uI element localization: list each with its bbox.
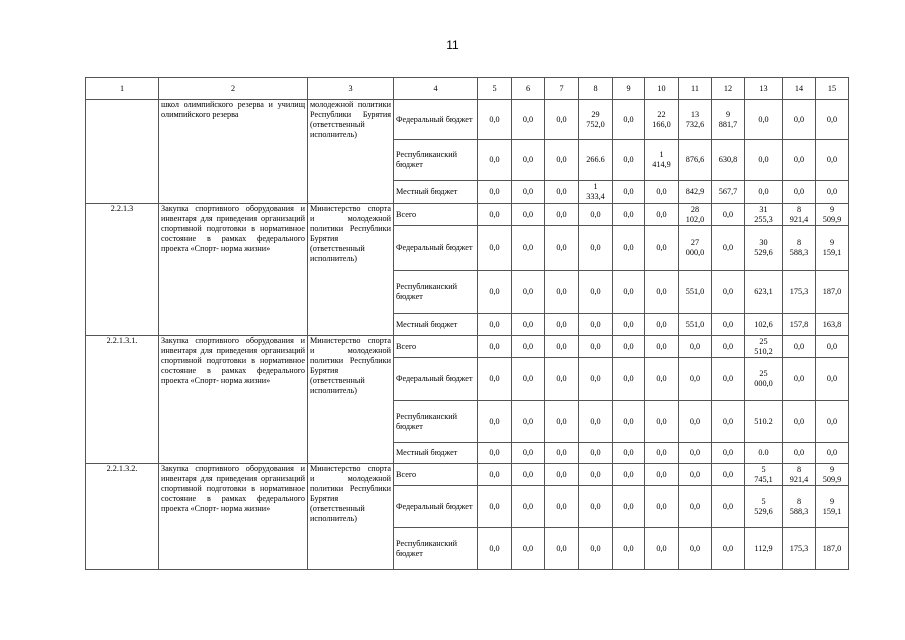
value-cell: 0,0 (512, 271, 545, 314)
value-cell: 0,0 (579, 486, 613, 528)
value-cell: 0,0 (712, 271, 745, 314)
value-cell: 31 255,3 (745, 204, 783, 226)
value-cell: 0,0 (645, 443, 679, 464)
header-cell: 14 (783, 78, 816, 100)
value-cell: 0,0 (645, 336, 679, 358)
value-cell: 27 000,0 (679, 226, 712, 271)
value-cell: 0,0 (712, 226, 745, 271)
value-cell: 0,0 (478, 528, 512, 570)
value-cell: 551,0 (679, 271, 712, 314)
item-code: 2.2.1.3.2. (86, 464, 159, 570)
value-cell: 0,0 (679, 528, 712, 570)
value-cell: 0,0 (645, 271, 679, 314)
value-cell: 0,0 (512, 181, 545, 204)
value-cell: 0,0 (545, 100, 579, 140)
value-cell: 0,0 (579, 464, 613, 486)
value-cell: 0,0 (712, 528, 745, 570)
value-cell: 25 510,2 (745, 336, 783, 358)
value-cell: 0,0 (613, 271, 645, 314)
value-cell: 0,0 (783, 358, 816, 401)
value-cell: 0,0 (545, 336, 579, 358)
value-cell: 0.0 (745, 443, 783, 464)
value-cell: 0,0 (512, 336, 545, 358)
value-cell: 0,0 (613, 528, 645, 570)
value-cell: 187,0 (816, 271, 849, 314)
value-cell: 0,0 (679, 358, 712, 401)
value-cell: 0,0 (712, 336, 745, 358)
header-cell: 5 (478, 78, 512, 100)
header-cell: 6 (512, 78, 545, 100)
value-cell: 0,0 (613, 181, 645, 204)
value-cell: 0,0 (783, 336, 816, 358)
table-row (86, 204, 849, 226)
value-cell: 0,0 (816, 401, 849, 443)
value-cell: 0,0 (579, 204, 613, 226)
value-cell: 0,0 (512, 358, 545, 401)
value-cell: 0,0 (478, 443, 512, 464)
value-cell: 0,0 (712, 204, 745, 226)
value-cell: 0,0 (783, 401, 816, 443)
header-cell: 8 (579, 78, 613, 100)
value-cell: 0,0 (679, 443, 712, 464)
value-cell: 0,0 (579, 443, 613, 464)
header-cell: 13 (745, 78, 783, 100)
header-cell: 12 (712, 78, 745, 100)
value-cell: 0,0 (579, 528, 613, 570)
value-cell: 0,0 (645, 464, 679, 486)
value-cell: 0,0 (545, 443, 579, 464)
value-cell: 0,0 (816, 100, 849, 140)
funding-source: Федеральный бюджет (394, 486, 478, 528)
value-cell: 0,0 (783, 443, 816, 464)
table-row (86, 100, 849, 140)
value-cell: 0,0 (816, 181, 849, 204)
header-cell: 15 (816, 78, 849, 100)
value-cell: 0,0 (512, 314, 545, 336)
table-row (86, 336, 849, 358)
value-cell: 28 102,0 (679, 204, 712, 226)
value-cell: 0,0 (579, 314, 613, 336)
value-cell: 0,0 (645, 226, 679, 271)
value-cell: 0,0 (478, 271, 512, 314)
value-cell: 0,0 (512, 528, 545, 570)
value-cell: 0,0 (545, 140, 579, 181)
funding-source: Местный бюджет (394, 443, 478, 464)
header-cell: 7 (545, 78, 579, 100)
value-cell: 0,0 (545, 358, 579, 401)
header-cell: 9 (613, 78, 645, 100)
table-row (86, 464, 849, 486)
value-cell: 0,0 (545, 486, 579, 528)
value-cell: 0,0 (613, 140, 645, 181)
item-executor: молодежной политики Республики Бурятия (ответственный исполнитель) (308, 100, 394, 204)
value-cell: 0,0 (545, 181, 579, 204)
value-cell: 0,0 (613, 464, 645, 486)
funding-source: Федеральный бюджет (394, 100, 478, 140)
value-cell: 0,0 (645, 314, 679, 336)
value-cell: 9 159,1 (816, 226, 849, 271)
value-cell: 13 732,6 (679, 100, 712, 140)
header-cell: 10 (645, 78, 679, 100)
value-cell: 0,0 (613, 336, 645, 358)
budget-table (85, 77, 849, 570)
funding-source: Местный бюджет (394, 181, 478, 204)
value-cell: 0,0 (478, 181, 512, 204)
value-cell: 0,0 (545, 314, 579, 336)
value-cell: 102,6 (745, 314, 783, 336)
page-number: 11 (446, 38, 459, 52)
header-cell: 11 (679, 78, 712, 100)
value-cell: 0,0 (645, 486, 679, 528)
value-cell: 0,0 (579, 271, 613, 314)
value-cell: 266.6 (579, 140, 613, 181)
item-executor: Министерство спорта и молодежной политики Республики Бурятия (ответственный исполнитель) (308, 336, 394, 464)
value-cell: 9 509,9 (816, 204, 849, 226)
value-cell: 0,0 (679, 464, 712, 486)
value-cell: 567,7 (712, 181, 745, 204)
value-cell: 0,0 (712, 401, 745, 443)
funding-source: Республиканский бюджет (394, 140, 478, 181)
value-cell: 0,0 (478, 314, 512, 336)
value-cell: 0,0 (745, 100, 783, 140)
value-cell: 0,0 (613, 204, 645, 226)
value-cell: 8 588,3 (783, 486, 816, 528)
item-name: Закупка спортивного оборудования и инвентаря для приведения организаций спортивной подготовки в нормативное состояние в рамках федерального проекта «Спорт- норма жизни» (159, 464, 308, 570)
value-cell: 0,0 (783, 100, 816, 140)
value-cell: 5 529,6 (745, 486, 783, 528)
value-cell: 0,0 (512, 226, 545, 271)
value-cell: 0,0 (645, 401, 679, 443)
value-cell: 0,0 (579, 358, 613, 401)
value-cell: 0,0 (478, 204, 512, 226)
value-cell: 0,0 (512, 204, 545, 226)
value-cell: 0,0 (783, 181, 816, 204)
header-cell: 3 (308, 78, 394, 100)
funding-source: Местный бюджет (394, 314, 478, 336)
value-cell: 0,0 (712, 464, 745, 486)
value-cell: 0,0 (712, 314, 745, 336)
header-cell: 1 (86, 78, 159, 100)
value-cell: 0,0 (679, 336, 712, 358)
value-cell: 0,0 (783, 140, 816, 181)
value-cell: 30 529,6 (745, 226, 783, 271)
header-row (86, 78, 849, 100)
header-cell: 4 (394, 78, 478, 100)
value-cell: 0,0 (645, 358, 679, 401)
funding-source: Федеральный бюджет (394, 226, 478, 271)
value-cell: 9 509,9 (816, 464, 849, 486)
value-cell: 510.2 (745, 401, 783, 443)
funding-source: Всего (394, 464, 478, 486)
value-cell: 0,0 (579, 336, 613, 358)
value-cell: 630,8 (712, 140, 745, 181)
value-cell: 0,0 (645, 528, 679, 570)
funding-source: Республиканский бюджет (394, 271, 478, 314)
value-cell: 0,0 (478, 401, 512, 443)
value-cell: 0,0 (679, 401, 712, 443)
value-cell: 1 333,4 (579, 181, 613, 204)
value-cell: 5 745,1 (745, 464, 783, 486)
item-code: 2.2.1.3.1. (86, 336, 159, 464)
item-code (86, 100, 159, 204)
value-cell: 0,0 (478, 358, 512, 401)
value-cell: 175,3 (783, 271, 816, 314)
value-cell: 0,0 (478, 464, 512, 486)
value-cell: 551,0 (679, 314, 712, 336)
value-cell: 0,0 (613, 486, 645, 528)
value-cell: 163,8 (816, 314, 849, 336)
value-cell: 0,0 (545, 464, 579, 486)
value-cell: 157,8 (783, 314, 816, 336)
value-cell: 112,9 (745, 528, 783, 570)
value-cell: 0,0 (478, 336, 512, 358)
value-cell: 0,0 (645, 204, 679, 226)
item-code: 2.2.1.3 (86, 204, 159, 336)
value-cell: 0,0 (512, 486, 545, 528)
value-cell: 0,0 (679, 486, 712, 528)
value-cell: 0,0 (613, 314, 645, 336)
value-cell: 0,0 (545, 226, 579, 271)
value-cell: 0,0 (512, 443, 545, 464)
value-cell: 0,0 (613, 358, 645, 401)
value-cell: 0,0 (478, 100, 512, 140)
value-cell: 0,0 (512, 140, 545, 181)
value-cell: 0,0 (579, 401, 613, 443)
value-cell: 0,0 (613, 401, 645, 443)
value-cell: 187,0 (816, 528, 849, 570)
value-cell: 623,1 (745, 271, 783, 314)
value-cell: 0,0 (613, 226, 645, 271)
funding-source: Республиканский бюджет (394, 401, 478, 443)
value-cell: 876,6 (679, 140, 712, 181)
value-cell: 8 921,4 (783, 464, 816, 486)
item-executor: Министерство спорта и молодежной политики Республики Бурятия (ответственный исполнитель) (308, 204, 394, 336)
value-cell: 9 159,1 (816, 486, 849, 528)
value-cell: 0,0 (545, 401, 579, 443)
item-executor: Министерство спорта и молодежной политики Республики Бурятия (ответственный исполнитель) (308, 464, 394, 570)
header-cell: 2 (159, 78, 308, 100)
value-cell: 0,0 (816, 140, 849, 181)
value-cell: 0,0 (816, 336, 849, 358)
value-cell: 0,0 (613, 443, 645, 464)
funding-source: Федеральный бюджет (394, 358, 478, 401)
value-cell: 0,0 (613, 100, 645, 140)
value-cell: 0,0 (545, 528, 579, 570)
value-cell: 1 414,9 (645, 140, 679, 181)
value-cell: 0,0 (512, 464, 545, 486)
value-cell: 25 000,0 (745, 358, 783, 401)
value-cell: 0,0 (545, 204, 579, 226)
funding-source: Республиканский бюджет (394, 528, 478, 570)
value-cell: 22 166,0 (645, 100, 679, 140)
value-cell: 175,3 (783, 528, 816, 570)
value-cell: 8 588,3 (783, 226, 816, 271)
value-cell: 0,0 (712, 486, 745, 528)
value-cell: 9 881,7 (712, 100, 745, 140)
value-cell: 0,0 (478, 226, 512, 271)
value-cell: 0,0 (745, 181, 783, 204)
value-cell: 0,0 (579, 226, 613, 271)
value-cell: 0,0 (512, 100, 545, 140)
value-cell: 0,0 (712, 358, 745, 401)
item-name: Закупка спортивного оборудования и инвентаря для приведения организаций спортивной подготовки в нормативное состояние в рамках федерального проекта «Спорт- норма жизни» (159, 336, 308, 464)
value-cell: 842,9 (679, 181, 712, 204)
value-cell: 0,0 (545, 271, 579, 314)
value-cell: 29 752,0 (579, 100, 613, 140)
value-cell: 0,0 (478, 486, 512, 528)
value-cell: 8 921,4 (783, 204, 816, 226)
value-cell: 0,0 (816, 443, 849, 464)
funding-source: Всего (394, 336, 478, 358)
funding-source: Всего (394, 204, 478, 226)
value-cell: 0,0 (712, 443, 745, 464)
item-name: школ олимпийского резерва и училищ олимпийского резерва (159, 100, 308, 204)
value-cell: 0,0 (478, 140, 512, 181)
value-cell: 0,0 (816, 358, 849, 401)
value-cell: 0,0 (745, 140, 783, 181)
value-cell: 0,0 (645, 181, 679, 204)
item-name: Закупка спортивного оборудования и инвентаря для приведения организаций спортивной подготовки в нормативное состояние в рамках федерального проекта «Спорт- норма жизни» (159, 204, 308, 336)
value-cell: 0,0 (512, 401, 545, 443)
